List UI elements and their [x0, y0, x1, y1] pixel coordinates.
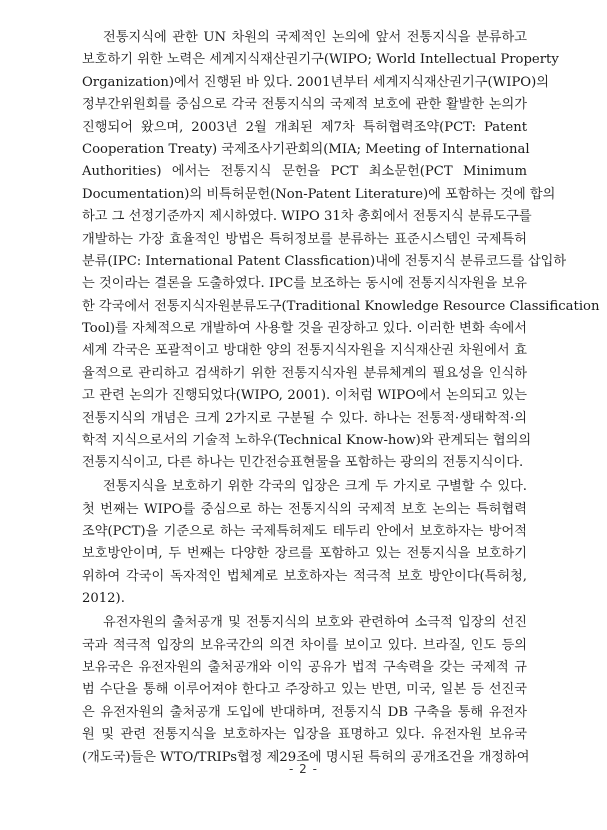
text-line: 첫 번째는 WIPO를 중심으로 하는 전통지식의 국제적 보호 논의는 특허협력 — [82, 501, 527, 517]
text-line: 는 것이라는 결론을 도출하였다. IPC를 보조하는 동시에 전통지식자원을 보유 — [82, 276, 527, 292]
paragraph-2 — [82, 476, 527, 610]
text-line: 은 유전자원의 출처공개 도입에 반대하며, 전통지식 DB 구축을 통해 유전자 — [82, 704, 527, 720]
text-line: 2012). — [82, 591, 125, 607]
text-line: 하고 그 선정기준까지 제시하였다. WIPO 31차 총회에서 전통지식 분류도구를 — [82, 209, 532, 225]
text-line: 유전자원의 출처공개 및 전통지식의 보호와 관련하여 소극적 입장의 선진 — [103, 615, 527, 631]
text-line: 보호하기 위한 노력은 세계지식재산권기구(WIPO; World Intellectual Property — [82, 52, 559, 68]
paragraph-1 — [82, 27, 600, 475]
text-line: 원 및 관련 전통지식을 보호하자는 입장을 표명하고 있다. 유전자원 보유국 — [82, 727, 527, 743]
text-line: 고 관련 논의가 진행되었다(WIPO, 2001). 이처럼 WIPO에서 논의되고 있는 — [82, 388, 527, 404]
text-line: 위하여 각국이 독자적인 법체계로 보호하자는 적극적 보호 방안이다(특허청, — [82, 568, 527, 584]
text-line: 전통지식에 관한 UN 차원의 국제적인 논의에 앞서 전통지식을 분류하고 — [103, 30, 527, 45]
text-line: 국과 적극적 입장의 보유국간의 의견 차이를 보이고 있다. 브라질, 인도 등의 — [82, 637, 527, 653]
text-line: 보유국은 유전자원의 출처공개와 이익 공유가 법적 구속력을 갖는 국제적 규 — [82, 659, 527, 675]
text-line: (개도국)들은 WTO/TRIPs협정 제29조에 명시된 특허의 공개조건을 개정하여 — [82, 749, 530, 765]
text-line: Authorities) 에서는 전통지식 문헌을 PCT 최소문헌(PCT Minimum — [82, 164, 527, 180]
page-number: - 2 - — [289, 762, 318, 776]
text-line: 조약(PCT)을 기준으로 하는 국제특허제도 테두리 안에서 보호하자는 방어적 — [82, 524, 527, 540]
text-line: 학적 지식으로서의 기술적 노하우(Technical Know-how)와 관계되는 협의의 — [82, 433, 532, 449]
document-body — [82, 27, 600, 770]
text-line: 보호방안이며, 두 번째는 다양한 장르를 포함하고 있는 전통지식을 보호하기 — [82, 546, 527, 562]
text-line: Cooperation Treaty) 국제조사기관회의(MIA; Meeting of International — [82, 141, 530, 157]
text-line: 정부간위원회를 중심으로 각국 전통지식의 국제적 보호에 관한 활발한 논의가 — [82, 97, 527, 113]
text-line: 개발하는 가장 효율적인 방법은 특허정보를 분류하는 표준시스템인 국제특허 — [82, 231, 527, 247]
text-line: Organization)에서 진행된 바 있다. 2001년부터 세계지식재산권기구(WIPO)의 — [82, 74, 550, 90]
text-line: 분류(IPC: International Patent Classfication)내에 전통지식 분류코드를 삽입하 — [82, 253, 567, 269]
paragraph-3 — [82, 612, 530, 769]
text-line: Documentation)의 비특허문헌(Non-Patent Literature)에 포함하는 것에 합의 — [82, 186, 556, 202]
text-line: 범 수단을 통해 이루어져야 한다고 주장하고 있는 반면, 미국, 일본 등 선진국 — [82, 682, 527, 698]
text-line: 한 각국에서 전통지식자원분류도구(Traditional Knowledge Resource Classification — [82, 298, 600, 314]
text-line: 세계 각국은 포괄적이고 방대한 양의 전통지식자원을 지식재산권 차원에서 효 — [82, 343, 527, 359]
text-line: 전통지식의 개념은 크게 2가지로 구분될 수 있다. 하나는 전통적·생태학적·의 — [82, 410, 527, 426]
text-line: 진행되어 왔으며, 2003년 2월 개최된 제7차 특허협력조약(PCT: Patent — [82, 119, 527, 135]
text-line: 율적으로 관리하고 검색하기 위한 전통지식자원 분류체계의 필요성을 인식하 — [82, 365, 527, 381]
text-line: Tool)를 자체적으로 개발하여 사용할 것을 권장하고 있다. 이러한 변화 속에서 — [82, 321, 527, 337]
text-line: 전통지식이고, 다른 하나는 민간전승표현물을 포함하는 광의의 전통지식이다. — [82, 455, 524, 471]
text-line: 전통지식을 보호하기 위한 각국의 입장은 크게 두 가지로 구별할 수 있다. — [103, 479, 527, 495]
